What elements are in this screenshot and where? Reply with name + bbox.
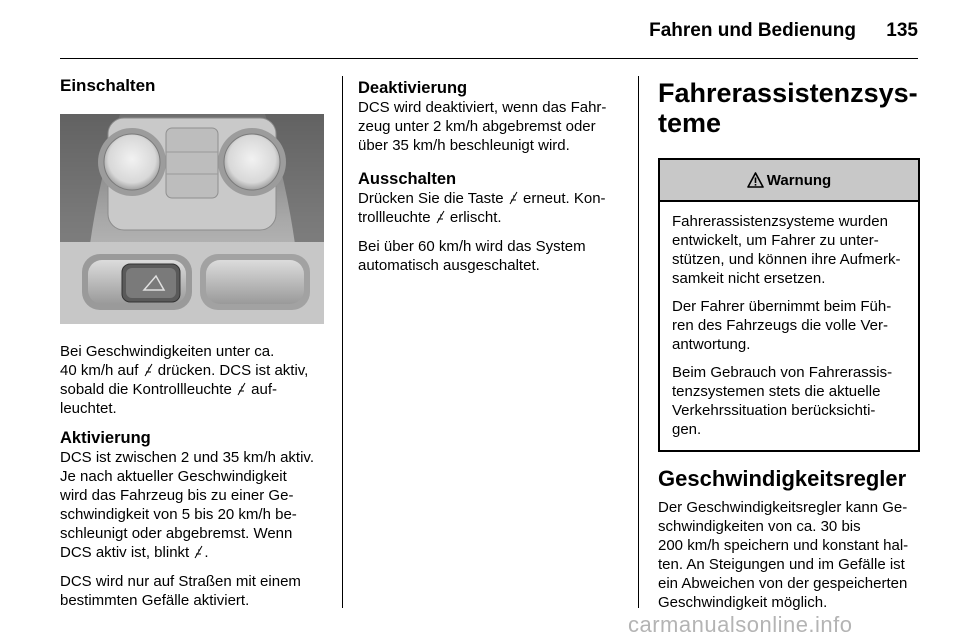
aktivierung-text: DCS ist zwischen 2 und 35 km/h aktiv. Je nach aktueller Geschwindigkeit wird das Fahrzeug bis zu einer Ge- schwindigkeit von 5 bis 20 km/h be- schleunigt oder abgebremst. Wenn DCS aktiv ist, blinkt . xyxy=(60,449,314,561)
descent-control-icon xyxy=(143,363,154,377)
heading-einschalten: Einschalten xyxy=(60,76,156,95)
descent-control-icon xyxy=(508,191,519,205)
page-header xyxy=(60,0,918,58)
ausschalten-text: Drücken Sie die Taste erneut. Kon- trollleuchte erlischt. xyxy=(358,190,606,226)
column-3 xyxy=(658,78,920,622)
page-number: 135 xyxy=(886,20,918,41)
gefaelle-text: DCS wird nur auf Straßen mit einem bestimmten Gefälle aktiviert. xyxy=(60,573,301,609)
column-divider xyxy=(638,76,639,608)
warning-header xyxy=(660,160,918,202)
warning-triangle-icon xyxy=(747,172,764,188)
column-1 xyxy=(60,76,330,620)
cruise-text: Der Geschwindigkeitsregler kann Ge- schwindigkeiten von ca. 30 bis 200 km/h speichern und konstant hal- ten. An Steigungen und im Gefälle ist ein Abweichen von der gespeicherten Geschwindigkeit möglich. xyxy=(658,499,909,611)
section-title: Fahrerassistenzsys- teme xyxy=(658,78,918,138)
descent-control-icon xyxy=(193,545,204,559)
einschalten-text: Bei Geschwindigkeiten unter ca. 40 km/h auf drücken. DCS ist aktiv, sobald die Kontrollleuchte auf- leuchtet. xyxy=(60,343,309,417)
heading-deaktivierung: Deaktivierung xyxy=(358,79,468,97)
aktivierung-section xyxy=(60,428,330,562)
warning-p2: Der Fahrer übernimmt beim Füh- ren des Fahrzeugs die volle Ver- antwortung. xyxy=(672,298,892,353)
warning-p1: Fahrerassistenzsysteme wurden entwickelt, um Fahrer zu unter- stützen, und können ihre Aufmerk- samkeit nicht ersetzen. xyxy=(672,213,901,287)
page-title: Fahren und Bedienung xyxy=(649,20,856,41)
heading-geschwindigkeitsregler: Geschwindigkeitsregler xyxy=(658,466,907,491)
header-rule xyxy=(60,58,918,59)
watermark: carmanualsonline.info xyxy=(628,612,853,637)
descent-control-icon xyxy=(236,382,247,396)
warning-label: Warnung xyxy=(766,171,832,189)
ausschalten-section xyxy=(358,169,628,227)
descent-control-icon xyxy=(435,210,446,224)
heading-ausschalten: Ausschalten xyxy=(358,170,457,188)
dashboard-photo xyxy=(60,114,324,324)
column-divider xyxy=(342,76,343,608)
column-2 xyxy=(358,78,628,285)
warning-box xyxy=(658,158,920,452)
heading-aktivierung: Aktivierung xyxy=(60,429,151,447)
auto-off-text: Bei über 60 km/h wird das System automatisch ausgeschaltet. xyxy=(358,238,586,274)
warning-body xyxy=(660,202,918,450)
warning-p3: Beim Gebrauch von Fahrerassis- tenzsystemen stets die aktuelle Verkehrssituation berücksichti- gen. xyxy=(672,364,893,438)
deaktivierung-text: DCS wird deaktiviert, wenn das Fahr- zeug unter 2 km/h abgebremst oder über 35 km/h beschleunigt wird. xyxy=(358,99,607,154)
